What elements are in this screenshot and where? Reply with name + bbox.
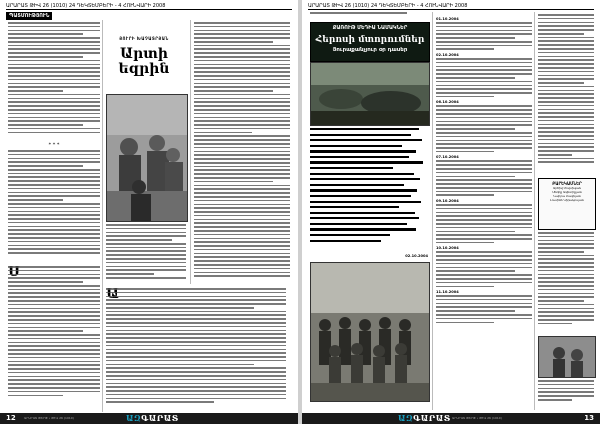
small-photo xyxy=(538,336,596,378)
drop-cap-2 xyxy=(106,288,119,300)
notice-heading: ԲԱՐԵԿԱՄՆԵՐ xyxy=(552,181,582,186)
poem-signature: 02.10.2004 xyxy=(405,254,428,258)
left-col1-top-text xyxy=(8,22,100,140)
dateline: 09.10.2004 xyxy=(436,199,459,204)
group-photo xyxy=(310,262,430,402)
section-stars: * * * xyxy=(48,142,60,148)
right-footer-fine: ԱՐԱՐԱՏ ԹԵՐԹ • ԹԻՎ 26 (1010) xyxy=(452,416,502,420)
right-footer xyxy=(302,413,600,424)
dateline: 06.10.2004 xyxy=(436,100,459,105)
left-page-number: 12 xyxy=(6,414,16,422)
notice-line: Լուսինե Կիրակոսյան xyxy=(550,198,584,202)
right-footer-logo: ԱԶԳԱՐԱՏ xyxy=(398,413,451,423)
notice-box xyxy=(538,178,596,230)
notice-line: Արծիվ Մովսիսյան xyxy=(552,186,582,190)
right-page-number: 13 xyxy=(584,414,594,422)
left-footer-logo: ԱԶԳԱՐԱՏ xyxy=(126,413,179,423)
poem-block xyxy=(310,128,428,252)
left-footer xyxy=(0,413,298,424)
dateline: 02.10.2004 xyxy=(436,53,459,58)
right-col-c-text xyxy=(538,14,594,174)
left-col2-text xyxy=(106,224,186,284)
left-col3-text xyxy=(194,22,290,284)
left-col1-mid-text xyxy=(8,150,100,262)
article-photo xyxy=(106,94,188,222)
notice-line: Նաիրա Բազեյան xyxy=(553,194,581,198)
banner-photo xyxy=(310,62,430,126)
left-page xyxy=(0,0,298,424)
banner-subtitle: Յուրաքանչյուր օր դասեր xyxy=(332,47,408,53)
banner-title: Հերոսի մտորումներ xyxy=(315,35,425,45)
right-page xyxy=(302,0,600,424)
dateline: 10.10.2004 xyxy=(436,246,459,251)
drop-cap xyxy=(8,266,20,278)
left-col1-bottom-text xyxy=(8,266,100,408)
left-footer-fine: ԱՐԱՐԱՏ ԹԵՐԹ • ԹԻՎ 26 (1010) xyxy=(24,416,74,420)
right-col-c-end-text xyxy=(538,380,594,408)
section-tag: ՊԱՏՄՈՒԹՅՈՒՆ xyxy=(6,12,52,20)
left-running-head: ԱՐԱՐԱՏ ԹԻՎ 26 (1010) 24 ԴԵԿՏԵՄԲԵՐԻ - 4 ՀՈՒՆՎԱՐԻ 2008 xyxy=(6,3,292,10)
dateline: 07.10.2004 xyxy=(436,155,459,160)
right-col-c-bottom-text xyxy=(538,232,594,332)
article-title-block xyxy=(106,36,182,88)
article-title-line1: Արտի xyxy=(119,46,168,62)
banner-heading: ՔԱՌՈՒԹ ՄԵԴԻԱ ՆԱՄԱԿՆԵՐ xyxy=(332,25,408,31)
right-col-a-head xyxy=(310,12,428,20)
left-col2-bottom-text xyxy=(106,288,286,410)
article-byline: ՅՈՒՐԻ ԽԱՉԱՏՐՅԱՆ xyxy=(119,36,169,41)
diary-column xyxy=(436,14,532,410)
article-title-line2: եզրին xyxy=(118,61,170,77)
right-running-head: ԱՐԱՐԱՏ ԹԻՎ 26 (1010) 24 ԴԵԿՏԵՄԲԵՐԻ - 4 ՀՈՒՆՎԱՐԻ 2008 xyxy=(308,3,594,10)
dateline: 01.10.2004 xyxy=(436,17,459,21)
feature-banner xyxy=(310,22,430,62)
notice-line: Սեռիք Ավետիքյան xyxy=(552,190,582,194)
dateline: 11.10.2004 xyxy=(436,290,459,295)
